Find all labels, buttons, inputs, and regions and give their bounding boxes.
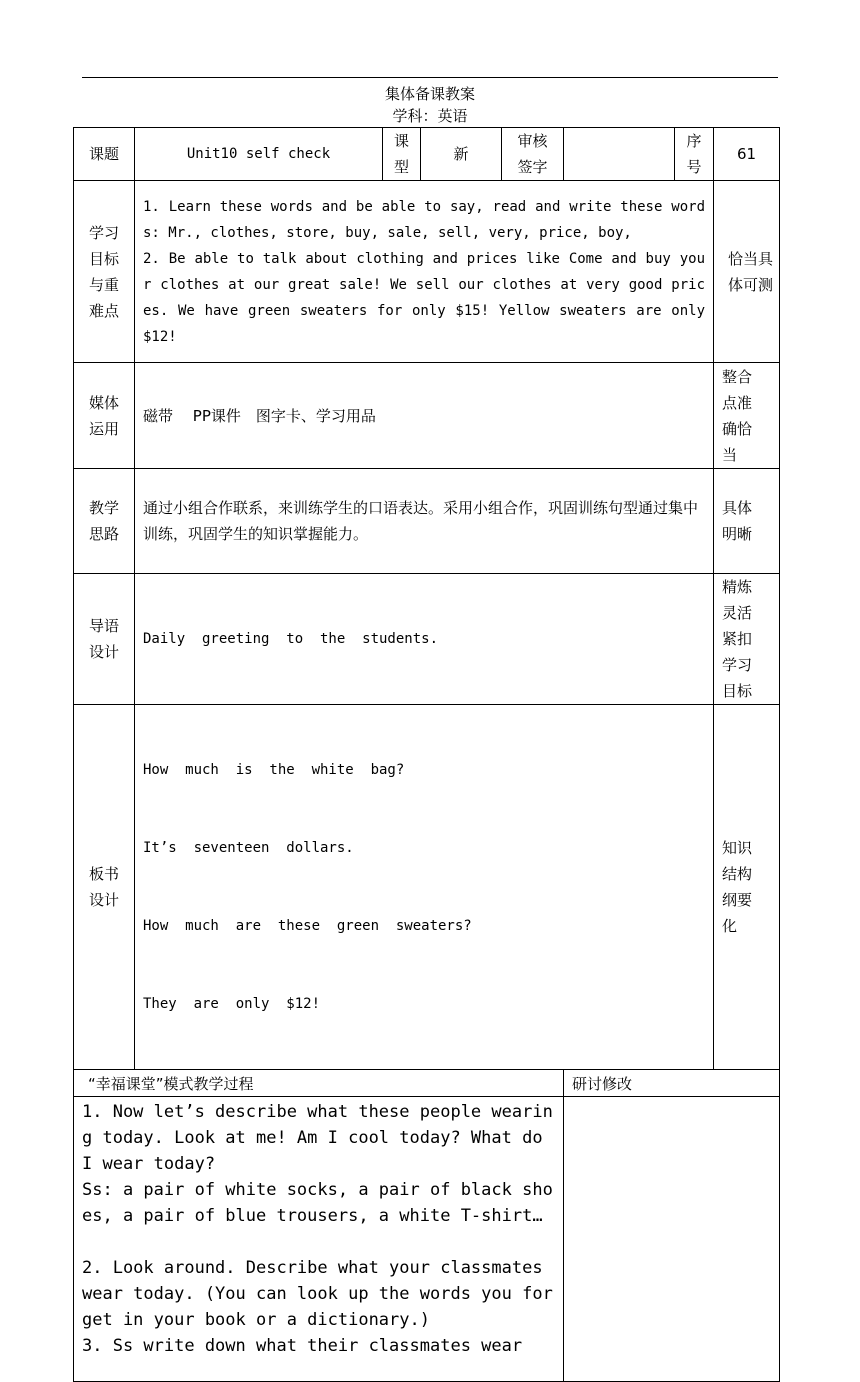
media-note: 整合点准确恰当 — [714, 363, 780, 469]
process-content — [74, 1097, 564, 1382]
subject-line: 学科：英语 — [392, 107, 468, 125]
objective-line-1: 1. Learn these words and be able to say, read and write these words: Mr., clothes, store, buy, sale, sell, very, price, boy, — [143, 198, 705, 241]
process-step-3: 3. Ss write down what their classmates wear — [82, 1336, 523, 1356]
board-line: How much is the white bag? — [143, 762, 405, 778]
type-label: 课型 — [383, 128, 421, 181]
board-line: They are only $12! — [143, 996, 321, 1012]
review-label: 审核签字 — [502, 128, 564, 181]
process-row — [74, 1097, 780, 1382]
page-title: 集体备课教案 — [384, 85, 475, 103]
topic-value: Unit10 self check — [135, 128, 383, 181]
seq-label: 序号 — [675, 128, 714, 181]
review-value — [564, 128, 675, 181]
revision-content — [564, 1097, 780, 1382]
media-content: 磁带 PP课件 图字卡、学习用品 — [135, 363, 714, 469]
board-note: 知识结构纲要化 — [714, 705, 780, 1070]
topic-label: 课题 — [74, 128, 135, 181]
approach-note: 具体明晰 — [714, 469, 780, 574]
header-rule — [82, 77, 778, 78]
media-label: 媒体运用 — [74, 363, 135, 469]
process-step-2: 2. Look around. Describe what your classmates wear today. (You can look up the words you forget in your book or a dictionary.) — [82, 1258, 553, 1330]
objectives-content — [135, 181, 714, 363]
board-line: It’s seventeen dollars. — [143, 840, 354, 856]
process-header-row — [74, 1070, 780, 1097]
intro-content: Daily greeting to the students. — [135, 574, 714, 705]
approach-row — [74, 469, 780, 574]
lesson-plan-table — [73, 127, 780, 1382]
process-spacer — [82, 1229, 557, 1255]
process-step-1: 1. Now let’s describe what these people wearing today. Look at me! Am I cool today? What do I wear today? — [82, 1102, 553, 1174]
objectives-note: 恰当具体可测 — [714, 181, 780, 363]
approach-content: 通过小组合作联系，来训练学生的口语表达。采用小组合作，巩固训练句型通过集中训练，巩固学生的知识掌握能力。 — [135, 469, 714, 574]
intro-label: 导语设计 — [74, 574, 135, 705]
intro-note: 精炼灵活紧扣学习目标 — [714, 574, 780, 705]
board-content — [135, 705, 714, 1070]
board-row — [74, 705, 780, 1070]
objectives-label: 学习目标与重难点 — [74, 181, 135, 363]
board-label: 板书设计 — [74, 705, 135, 1070]
approach-label: 教学思路 — [74, 469, 135, 574]
type-value: 新 — [421, 128, 502, 181]
media-row — [74, 363, 780, 469]
process-header: “幸福课堂”模式教学过程 — [74, 1070, 564, 1097]
intro-row — [74, 574, 780, 705]
info-row — [74, 128, 780, 181]
seq-value: 61 — [714, 128, 780, 181]
objective-line-2: 2. Be able to talk about clothing and prices like Come and buy your clothes at our great sale! We sell our clothes at very good prices. We have green sweaters for only $15! Yellow sweaters are only $12! — [143, 250, 705, 345]
revision-header: 研讨修改 — [564, 1070, 780, 1097]
board-line: How much are these green sweaters? — [143, 918, 472, 934]
objectives-row — [74, 181, 780, 363]
process-answer: Ss: a pair of white socks, a pair of black shoes, a pair of blue trousers, a white T-shirt… — [82, 1180, 553, 1226]
